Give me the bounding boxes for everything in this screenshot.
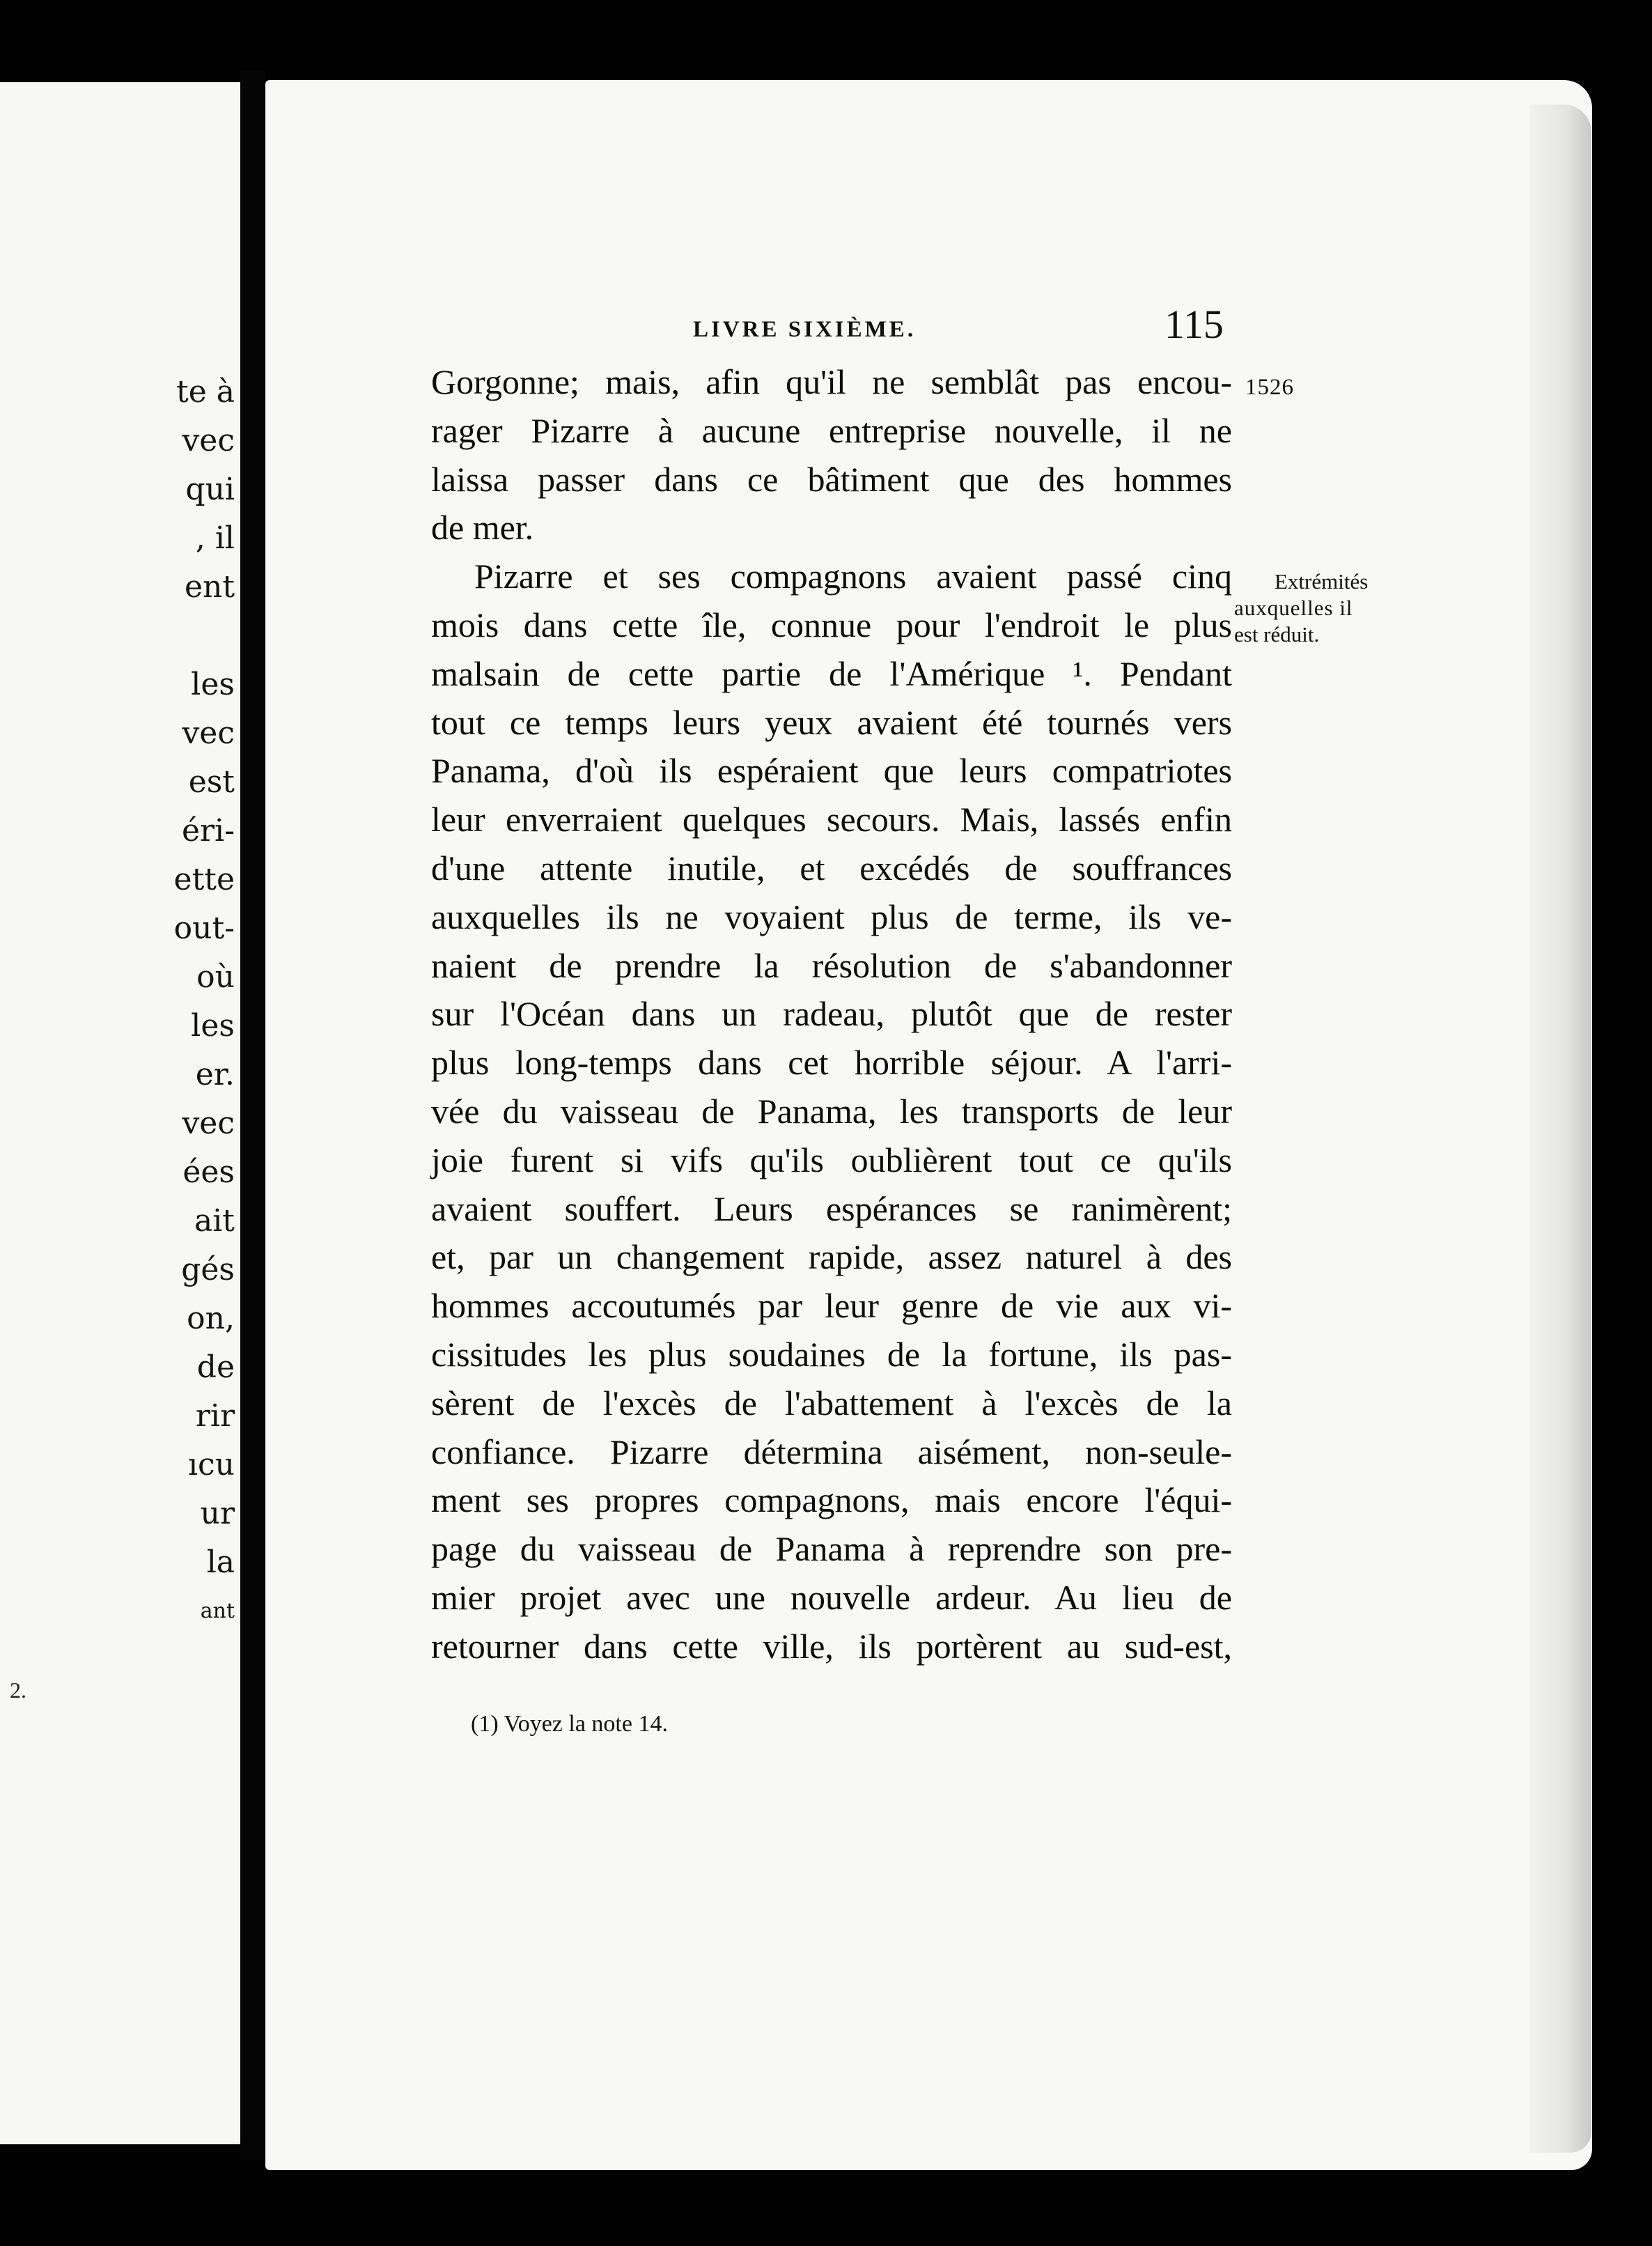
text-line: mier projet avec une nouvelle ardeur. Au lieu de (431, 1577, 1232, 1617)
left-line: er. (195, 1057, 235, 1092)
left-line: la (206, 1544, 235, 1580)
text-line: avaient souffert. Leurs espérances se ranimèrent; (431, 1188, 1232, 1228)
left-line: les (191, 1008, 235, 1044)
left-line: ette (173, 862, 235, 897)
text-line: et, par un changement rapide, assez naturel à des (431, 1237, 1232, 1277)
text-line: tout ce temps leurs yeux avaient été tournés vers (431, 702, 1232, 742)
left-line: éri- (181, 813, 235, 849)
left-line: te à (176, 374, 235, 410)
body-text (431, 358, 1232, 1671)
text-line: de mer. (431, 508, 534, 548)
footnote: (1) Voyez la note 14. (471, 1711, 668, 1737)
text-line: vée du vaisseau de Panama, les transports de leur (431, 1091, 1232, 1131)
left-line: ent (184, 569, 235, 605)
margin-note-line: Extrémités (1275, 569, 1369, 594)
margin-note (1234, 568, 1401, 648)
text-line: d'une attente inutile, et excédés de souffrances (431, 848, 1232, 888)
left-line: est (188, 764, 235, 800)
text-line: sur l'Océan dans un radeau, plutôt que de rester (431, 994, 1232, 1034)
left-line: vec (182, 423, 235, 458)
left-line: out- (173, 911, 235, 946)
left-line: on, (187, 1301, 235, 1336)
left-line: ur (200, 1496, 235, 1531)
left-line: ées (182, 1154, 235, 1190)
text-line: cissitudes les plus soudaines de la fortune, ils pas- (431, 1334, 1232, 1374)
left-line: ant (200, 1599, 235, 1623)
left-line: gés (181, 1252, 235, 1287)
margin-note-line: auxquelles il (1234, 596, 1353, 620)
text-line: confiance. Pizarre détermina aisément, non-seule- (431, 1432, 1232, 1471)
page-number: 115 (1164, 302, 1224, 347)
binding-gutter (240, 70, 265, 2160)
text-line: malsain de cette partie de l'Amérique ¹. Pendant (431, 653, 1232, 693)
text-line: laissa passer dans ce bâtiment que des hommes (431, 459, 1232, 499)
left-line: qui (185, 472, 235, 507)
left-line: , il (195, 520, 235, 556)
text-line: naient de prendre la résolution de s'abandonner (431, 945, 1232, 985)
text-line: retourner dans cette ville, ils portèrent au sud-est, (431, 1626, 1232, 1666)
left-line: les (191, 667, 235, 702)
text-line: Gorgonne; mais, afin qu'il ne semblât pas encou- (431, 362, 1232, 401)
text-line: Pizarre et ses compagnons avaient passé cinq (474, 557, 1232, 596)
running-head: LIVRE SIXIÈME. (693, 317, 917, 342)
text-line: hommes accoutumés par leur genre de vie aux vi- (431, 1286, 1232, 1326)
margin-year: 1526 (1245, 375, 1294, 400)
left-line (95, 612, 235, 660)
text-line: ment ses propres compagnons, mais encore l'équi- (431, 1480, 1232, 1520)
text-line: auxquelles ils ne voyaient plus de terme, ils ve- (431, 897, 1232, 936)
left-line: où (196, 959, 235, 995)
left-facing-page (0, 82, 240, 2144)
page-edge-shadow (1529, 104, 1591, 2153)
left-line: rir (195, 1398, 235, 1434)
text-line: plus long-temps dans cet horrible séjour. A l'arri- (431, 1043, 1232, 1083)
left-line: ait (194, 1203, 235, 1239)
text-line: sèrent de l'excès de l'abattement à l'excès de la (431, 1383, 1232, 1423)
text-line: joie furent si vifs qu'ils oublièrent tout ce qu'ils (431, 1140, 1232, 1179)
left-line: ıcu (187, 1447, 235, 1482)
left-page-text-fragments (95, 368, 235, 1636)
text-line: rager Pizarre à aucune entreprise nouvelle, il ne (431, 410, 1232, 450)
text-line: mois dans cette île, connue pour l'endroit le plus (431, 605, 1232, 644)
left-line: vec (182, 715, 235, 751)
text-line: page du vaisseau de Panama à reprendre son pre- (431, 1529, 1232, 1569)
text-line: Panama, d'où ils espéraient que leurs compatriotes (431, 751, 1232, 791)
left-page-number: 2. (10, 1678, 26, 1703)
left-line: de (196, 1349, 235, 1385)
margin-note-line: est réduit. (1234, 622, 1320, 646)
left-line: vec (182, 1106, 235, 1141)
text-line: leur enverraient quelques secours. Mais, lassés enfin (431, 800, 1232, 839)
